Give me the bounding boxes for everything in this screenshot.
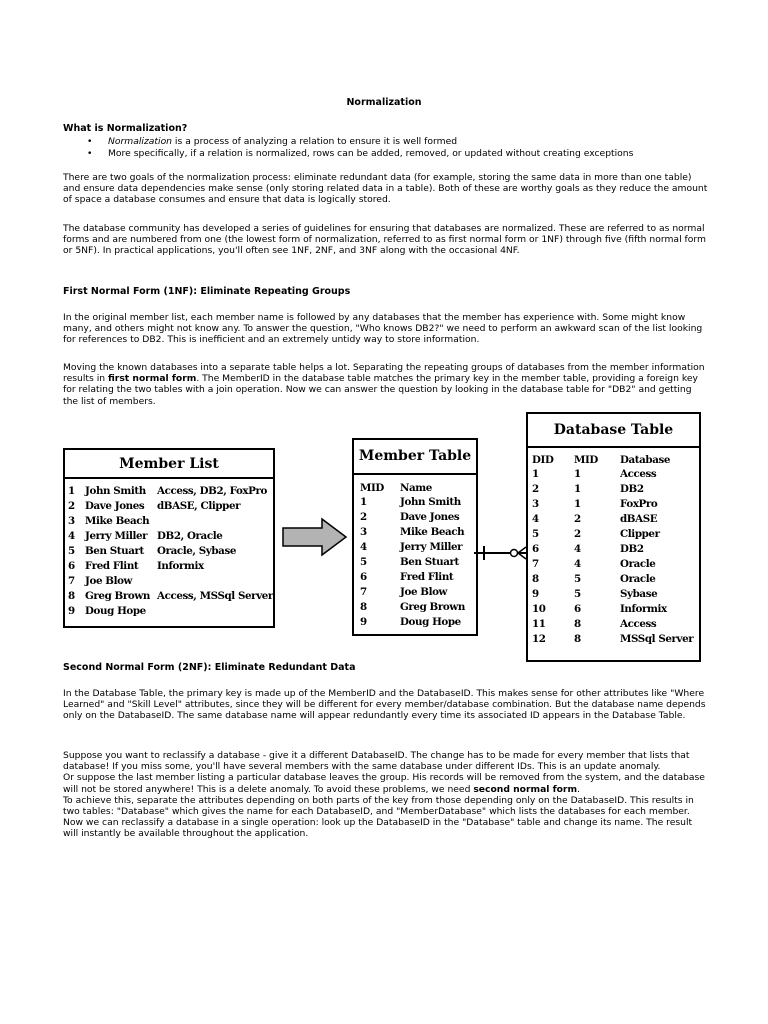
member-table-mid: 7 — [360, 586, 367, 598]
heading-what-is-normalization: What is Normalization? — [63, 123, 188, 134]
database-table-mid: 2 — [574, 528, 581, 540]
member-table-mid: 8 — [360, 601, 367, 613]
text-line: Now we can reclassify a database in a single operation: look up the DatabaseID in the "Database" table and change its name. The result will instantly be available throughout the application. — [63, 817, 693, 840]
database-table-mid: 1 — [574, 498, 581, 510]
member-list-databases: Access, MSSql Server — [157, 590, 273, 602]
member-table-mid: 2 — [360, 511, 367, 523]
right-arrow-icon — [282, 517, 348, 557]
database-table-name: dBASE — [620, 513, 658, 525]
member-table-mid: 9 — [360, 616, 367, 628]
database-table-name: Access — [620, 468, 657, 480]
member-list-id: 2 — [68, 500, 75, 512]
member-table-name: Dave Jones — [400, 511, 460, 523]
database-table-mid: 4 — [574, 543, 581, 555]
member-list-name: John Smith — [85, 485, 146, 497]
database-table-mid: 2 — [574, 513, 581, 525]
member-list-name: Doug Hope — [85, 605, 146, 617]
database-table-mid: 1 — [574, 468, 581, 480]
member-table-name: Fred Flint — [400, 571, 454, 583]
member-list-name: Greg Brown — [85, 590, 150, 602]
term-first-normal-form: first normal form — [108, 373, 197, 385]
bullet-item — [63, 148, 633, 160]
paragraph-1nf-solution — [63, 362, 708, 407]
member-list-id: 6 — [68, 560, 75, 572]
member-table-name: Jerry Miller — [400, 541, 463, 553]
bullet-text: is a process of analyzing a relation to ensure it is well formed — [172, 136, 458, 147]
paragraph-2nf-intro: In the Database Table, the primary key is made up of the MemberID and the DatabaseID. This makes sense for other attributes like "Where Learned" and "Skill Level" attributes, since they will be different for every member/database combination. But the database name depends only on the DatabaseID. The same database name will appear redundantly every time its associated ID appears in the Database Table. — [63, 688, 706, 722]
member-list-name: Joe Blow — [85, 575, 133, 587]
member-list-databases: DB2, Oracle — [157, 530, 223, 542]
member-list-name: Dave Jones — [85, 500, 145, 512]
member-list-id: 3 — [68, 515, 75, 527]
database-table-did: 4 — [532, 513, 539, 525]
database-table-box — [526, 412, 701, 662]
text-span: . The MemberID in the database table matches the primary key in the member table, providing a foreign key for relating the two tables with a join operation. Now we can answer the question by looking in the database table for "DB2" and getting the list of members. — [63, 373, 698, 407]
member-list-name: Fred Flint — [85, 560, 139, 572]
database-table-name: FoxPro — [620, 498, 658, 510]
member-table-mid: 1 — [360, 496, 367, 508]
page-title: Normalization — [346, 97, 422, 108]
text-line — [63, 772, 708, 794]
text-span: . — [577, 783, 580, 795]
database-table-name: DB2 — [620, 543, 644, 555]
term-normalization: Normalization — [108, 136, 173, 147]
database-table-header-mid: MID — [574, 454, 598, 466]
database-table-name: MSSql Server — [620, 633, 694, 645]
database-table-name: Informix — [620, 603, 667, 615]
member-table-mid: 3 — [360, 526, 367, 538]
member-list-id: 1 — [68, 485, 75, 497]
database-table-mid: 1 — [574, 483, 581, 495]
paragraph-1nf-intro: In the original member list, each member name is followed by any databases that the member has experience with. Some might know many, and others might not know any. To answer the question, "Who knows DB2?" we need to perform an awkward scan of the list looking for references to DB2. This is inefficient and an extremely untidy way to store information. — [63, 312, 703, 346]
member-table-mid: 5 — [360, 556, 367, 568]
member-list-databases: Informix — [157, 560, 204, 572]
database-table-name: Sybase — [620, 588, 658, 600]
database-table-did: 8 — [532, 573, 539, 585]
paragraph-2nf-anomalies — [63, 750, 708, 840]
member-table-name: Ben Stuart — [400, 556, 459, 568]
divider — [354, 473, 476, 475]
database-table-name: Oracle — [620, 558, 656, 570]
text-line: To achieve this, separate the attributes depending on both parts of the key from those depending only on the DatabaseID. This results in two tables: "Database" which gives the name for each DatabaseID, and "MemberDatabase" which lists the databases for each member. — [63, 794, 694, 818]
database-table-did: 9 — [532, 588, 539, 600]
database-table-did: 2 — [532, 483, 539, 495]
database-table-mid: 4 — [574, 558, 581, 570]
member-table-name: Doug Hope — [400, 616, 461, 628]
divider — [528, 446, 699, 448]
database-table-name: DB2 — [620, 483, 644, 495]
database-table-mid: 6 — [574, 603, 581, 615]
database-table-did: 11 — [532, 618, 546, 630]
database-table-name: Clipper — [620, 528, 660, 540]
bullet-text: More specifically, if a relation is normalized, rows can be added, removed, or updated without creating exceptions — [108, 147, 634, 159]
database-table-mid: 8 — [574, 633, 581, 645]
member-list-name: Ben Stuart — [85, 545, 144, 557]
member-list-title: Member List — [119, 456, 219, 472]
database-table-mid: 5 — [574, 573, 581, 585]
text-span: Or suppose the last member listing a particular database leaves the group. His records will be removed from the system, and the database will not be stored anywhere! This is a delete anomaly. To avoid these problems, we need — [63, 772, 705, 795]
database-table-title: Database Table — [553, 422, 674, 438]
database-table-mid: 5 — [574, 588, 581, 600]
member-list-databases: Access, DB2, FoxPro — [157, 485, 267, 497]
database-table-name: Access — [620, 618, 657, 630]
member-list-databases: Oracle, Sybase — [157, 545, 237, 557]
member-table-name: Mike Beach — [400, 526, 465, 538]
member-list-databases: dBASE, Clipper — [157, 500, 241, 512]
heading-2nf: Second Normal Form (2NF): Eliminate Redundant Data — [63, 662, 356, 673]
paragraph-goals: There are two goals of the normalization process: eliminate redundant data (for example, storing the same data in more than one table) and ensure data dependencies make sense (only storing related data in a table). Both of these are worthy goals as they reduce the amount of space a database consumes and ensure that data is logically stored. — [63, 172, 708, 206]
member-list-box — [63, 448, 275, 628]
database-table-did: 5 — [532, 528, 539, 540]
database-table-mid: 8 — [574, 618, 581, 630]
database-table-did: 10 — [532, 603, 546, 615]
definition-bullets — [63, 136, 633, 159]
paragraph-normal-forms: The database community has developed a series of guidelines for ensuring that databases are normalized. These are referred to as normal forms and are numbered from one (the lowest form of normalization, referred to as first normal form or 1NF) through five (fifth normal form or 5NF). In practical applications, you'll often see 1NF, 2NF, and 3NF along with the occasional 4NF. — [63, 223, 706, 257]
member-table-header-name: Name — [400, 482, 432, 494]
member-table-mid: 6 — [360, 571, 367, 583]
relationship-connector-icon — [474, 545, 528, 561]
database-table-did: 12 — [532, 633, 546, 645]
member-table-name: Joe Blow — [400, 586, 448, 598]
member-table-mid: 4 — [360, 541, 367, 553]
member-list-id: 7 — [68, 575, 75, 587]
member-table-header-mid: MID — [360, 482, 384, 494]
member-list-id: 9 — [68, 605, 75, 617]
database-table-did: 7 — [532, 558, 539, 570]
divider — [65, 477, 273, 479]
database-table-did: 6 — [532, 543, 539, 555]
member-list-name: Mike Beach — [85, 515, 150, 527]
member-table-box — [352, 438, 478, 636]
member-list-id: 8 — [68, 590, 75, 602]
member-list-id: 5 — [68, 545, 75, 557]
database-table-header-database: Database — [620, 454, 671, 466]
member-list-id: 4 — [68, 530, 75, 542]
bullet-item — [63, 136, 633, 148]
text-span: Moving the known databases into a separate table helps a lot. Separating the repeating groups of databases from the member information results in — [63, 362, 705, 385]
text-line: Suppose you want to reclassify a database - give it a different DatabaseID. The change has to be made for every member that lists that database! If you miss some, you'll have several members with the same database under different IDs. This is an update anomaly. — [63, 750, 690, 773]
database-table-header-did: DID — [532, 454, 554, 466]
member-list-name: Jerry Miller — [85, 530, 148, 542]
database-table-did: 3 — [532, 498, 539, 510]
database-table-name: Oracle — [620, 573, 656, 585]
member-table-title: Member Table — [358, 448, 472, 464]
database-table-did: 1 — [532, 468, 539, 480]
heading-1nf: First Normal Form (1NF): Eliminate Repeating Groups — [63, 286, 351, 297]
member-table-name: Greg Brown — [400, 601, 465, 613]
member-table-name: John Smith — [400, 496, 461, 508]
term-second-normal-form: second normal form — [473, 783, 578, 795]
